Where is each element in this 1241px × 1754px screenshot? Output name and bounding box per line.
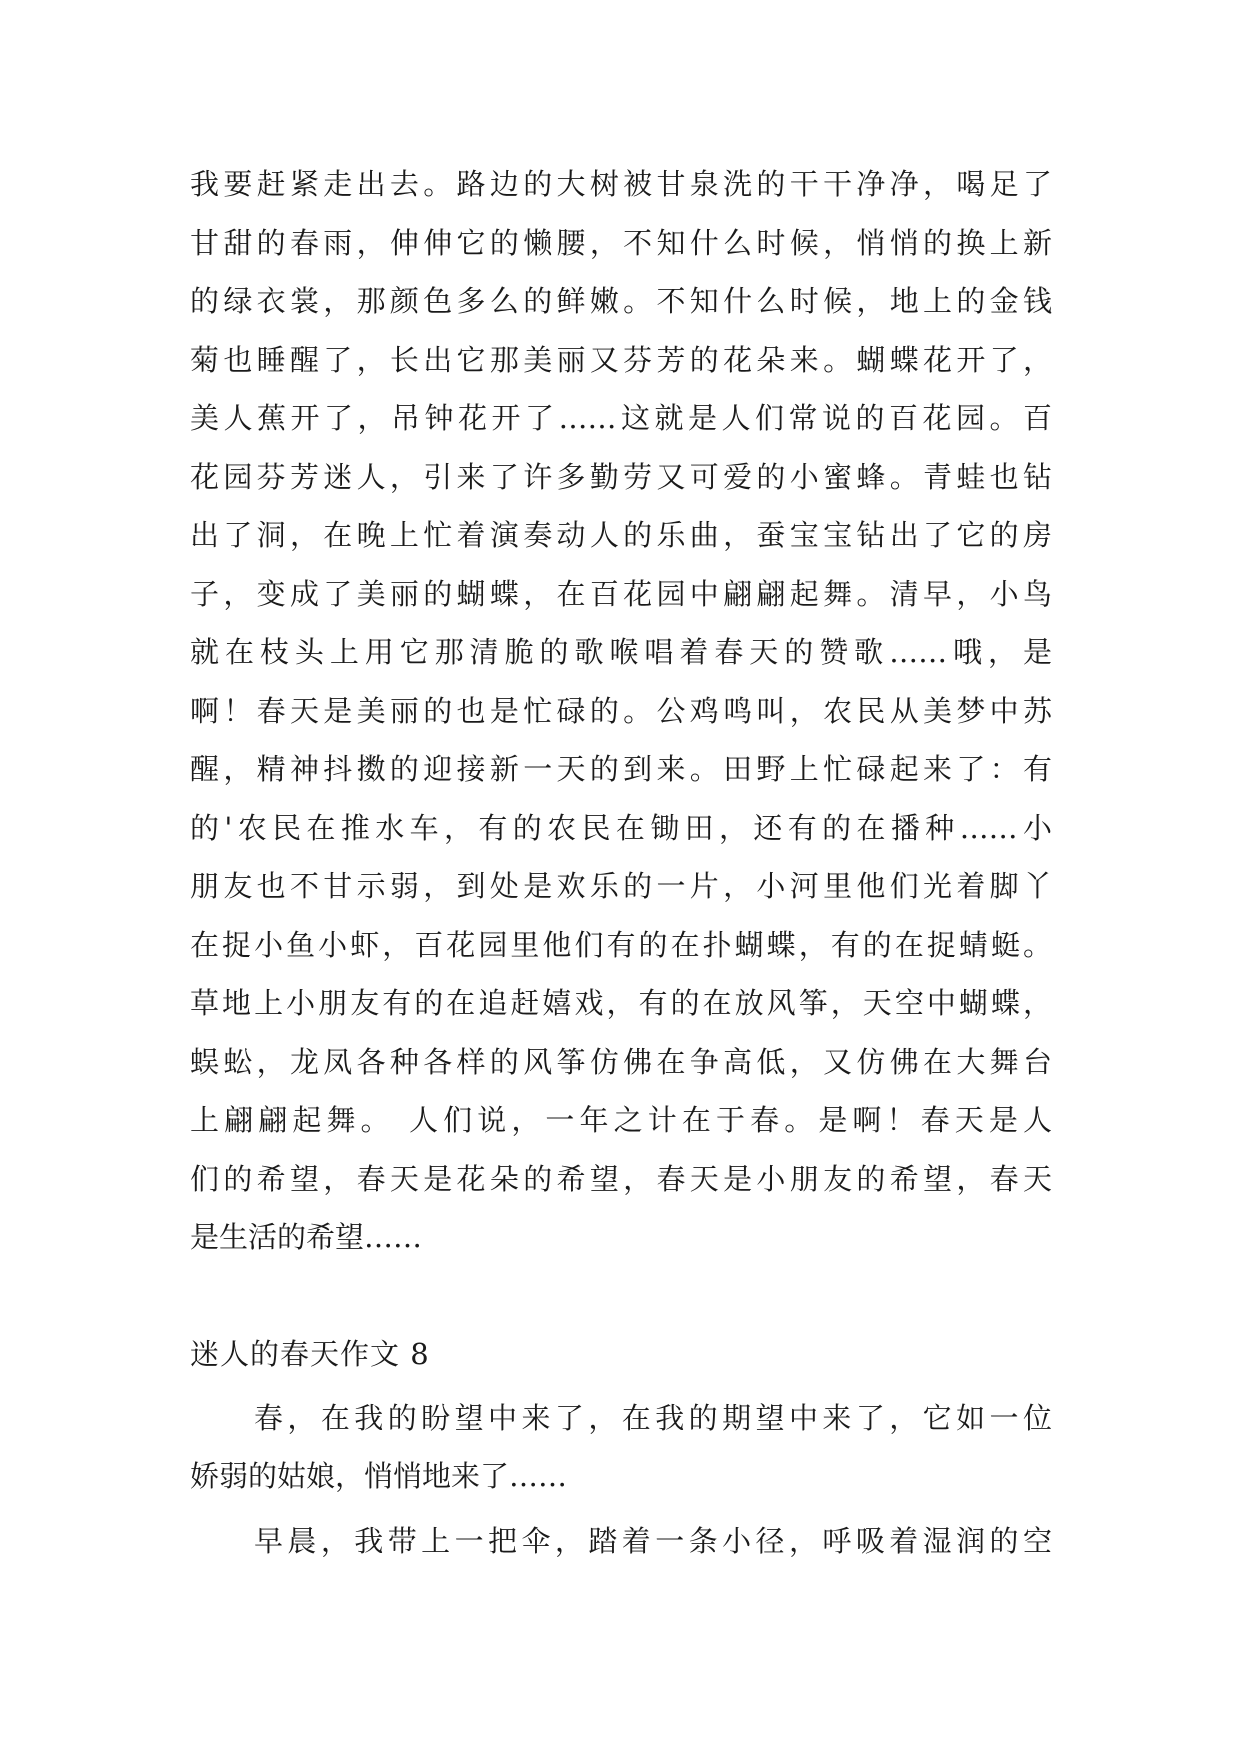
text-line: 的'农民在推水车，有的农民在锄田，还有的在播种……小	[190, 810, 1052, 845]
text-line: 啊！春天是美丽的也是忙碌的。公鸡鸣叫，农民从美梦中苏	[190, 693, 1052, 728]
text-line: 美人蕉开了，吊钟花开了……这就是人们常说的百花园。百	[190, 401, 1052, 435]
text-line: 们的希望，春天是花朵的希望，春天是小朋友的希望，春天	[190, 1161, 1052, 1196]
text-line: 草地上小朋友有的在追赶嬉戏，有的在放风筝，天空中蝴蝶，	[190, 986, 1052, 1020]
text-line: 醒，精神抖擞的迎接新一天的到来。田野上忙碌起来了：有	[190, 752, 1052, 786]
continued-paragraph	[190, 155, 1052, 1267]
text-line: 的绿衣裳，那颜色多么的鲜嫩。不知什么时候，地上的金钱	[190, 284, 1052, 318]
section-spacer	[190, 1267, 1052, 1325]
section-title: 迷人的春天作文 8	[190, 1336, 430, 1371]
text-line: 子，变成了美丽的蝴蝶，在百花园中翩翩起舞。清早，小鸟	[190, 576, 1052, 611]
text-line: 早晨，我带上一把伞，踏着一条小径，呼吸着湿润的空	[254, 1523, 1052, 1558]
text-line: 花园芬芳迷人，引来了许多勤劳又可爱的小蜜蜂。青蛙也钻	[190, 459, 1052, 494]
document-body	[190, 155, 1052, 1570]
text-line: 娇弱的姑娘，悄悄地来了……	[190, 1459, 568, 1493]
paragraph-1	[190, 1389, 1052, 1506]
text-line: 朋友也不甘示弱，到处是欢乐的一片，小河里他们光着脚丫	[190, 869, 1052, 903]
text-line: 蜈蚣，龙凤各种各样的风筝仿佛在争高低，又仿佛在大舞台	[190, 1044, 1052, 1079]
paragraph-2	[190, 1512, 1052, 1571]
text-line: 菊也睡醒了，长出它那美丽又芬芳的花朵来。蝴蝶花开了，	[190, 342, 1052, 377]
text-line: 在捉小鱼小虾，百花园里他们有的在扑蝴蝶，有的在捉蜻蜓。	[190, 927, 1052, 962]
text-line: 春，在我的盼望中来了，在我的期望中来了，它如一位	[254, 1400, 1052, 1435]
text-line: 是生活的希望……	[190, 1220, 423, 1254]
text-line: 出了洞，在晚上忙着演奏动人的乐曲，蚕宝宝钻出了它的房	[190, 518, 1052, 552]
text-line: 我要赶紧走出去。路边的大树被甘泉洗的干干净净，喝足了	[190, 167, 1052, 201]
text-line: 就在枝头上用它那清脆的歌喉唱着春天的赞歌……哦，是	[190, 635, 1052, 669]
text-line: 甘甜的春雨，伸伸它的懒腰，不知什么时候，悄悄的换上新	[190, 225, 1052, 260]
text-line: 上翩翩起舞。 人们说，一年之计在于春。是啊！春天是人	[190, 1103, 1052, 1137]
